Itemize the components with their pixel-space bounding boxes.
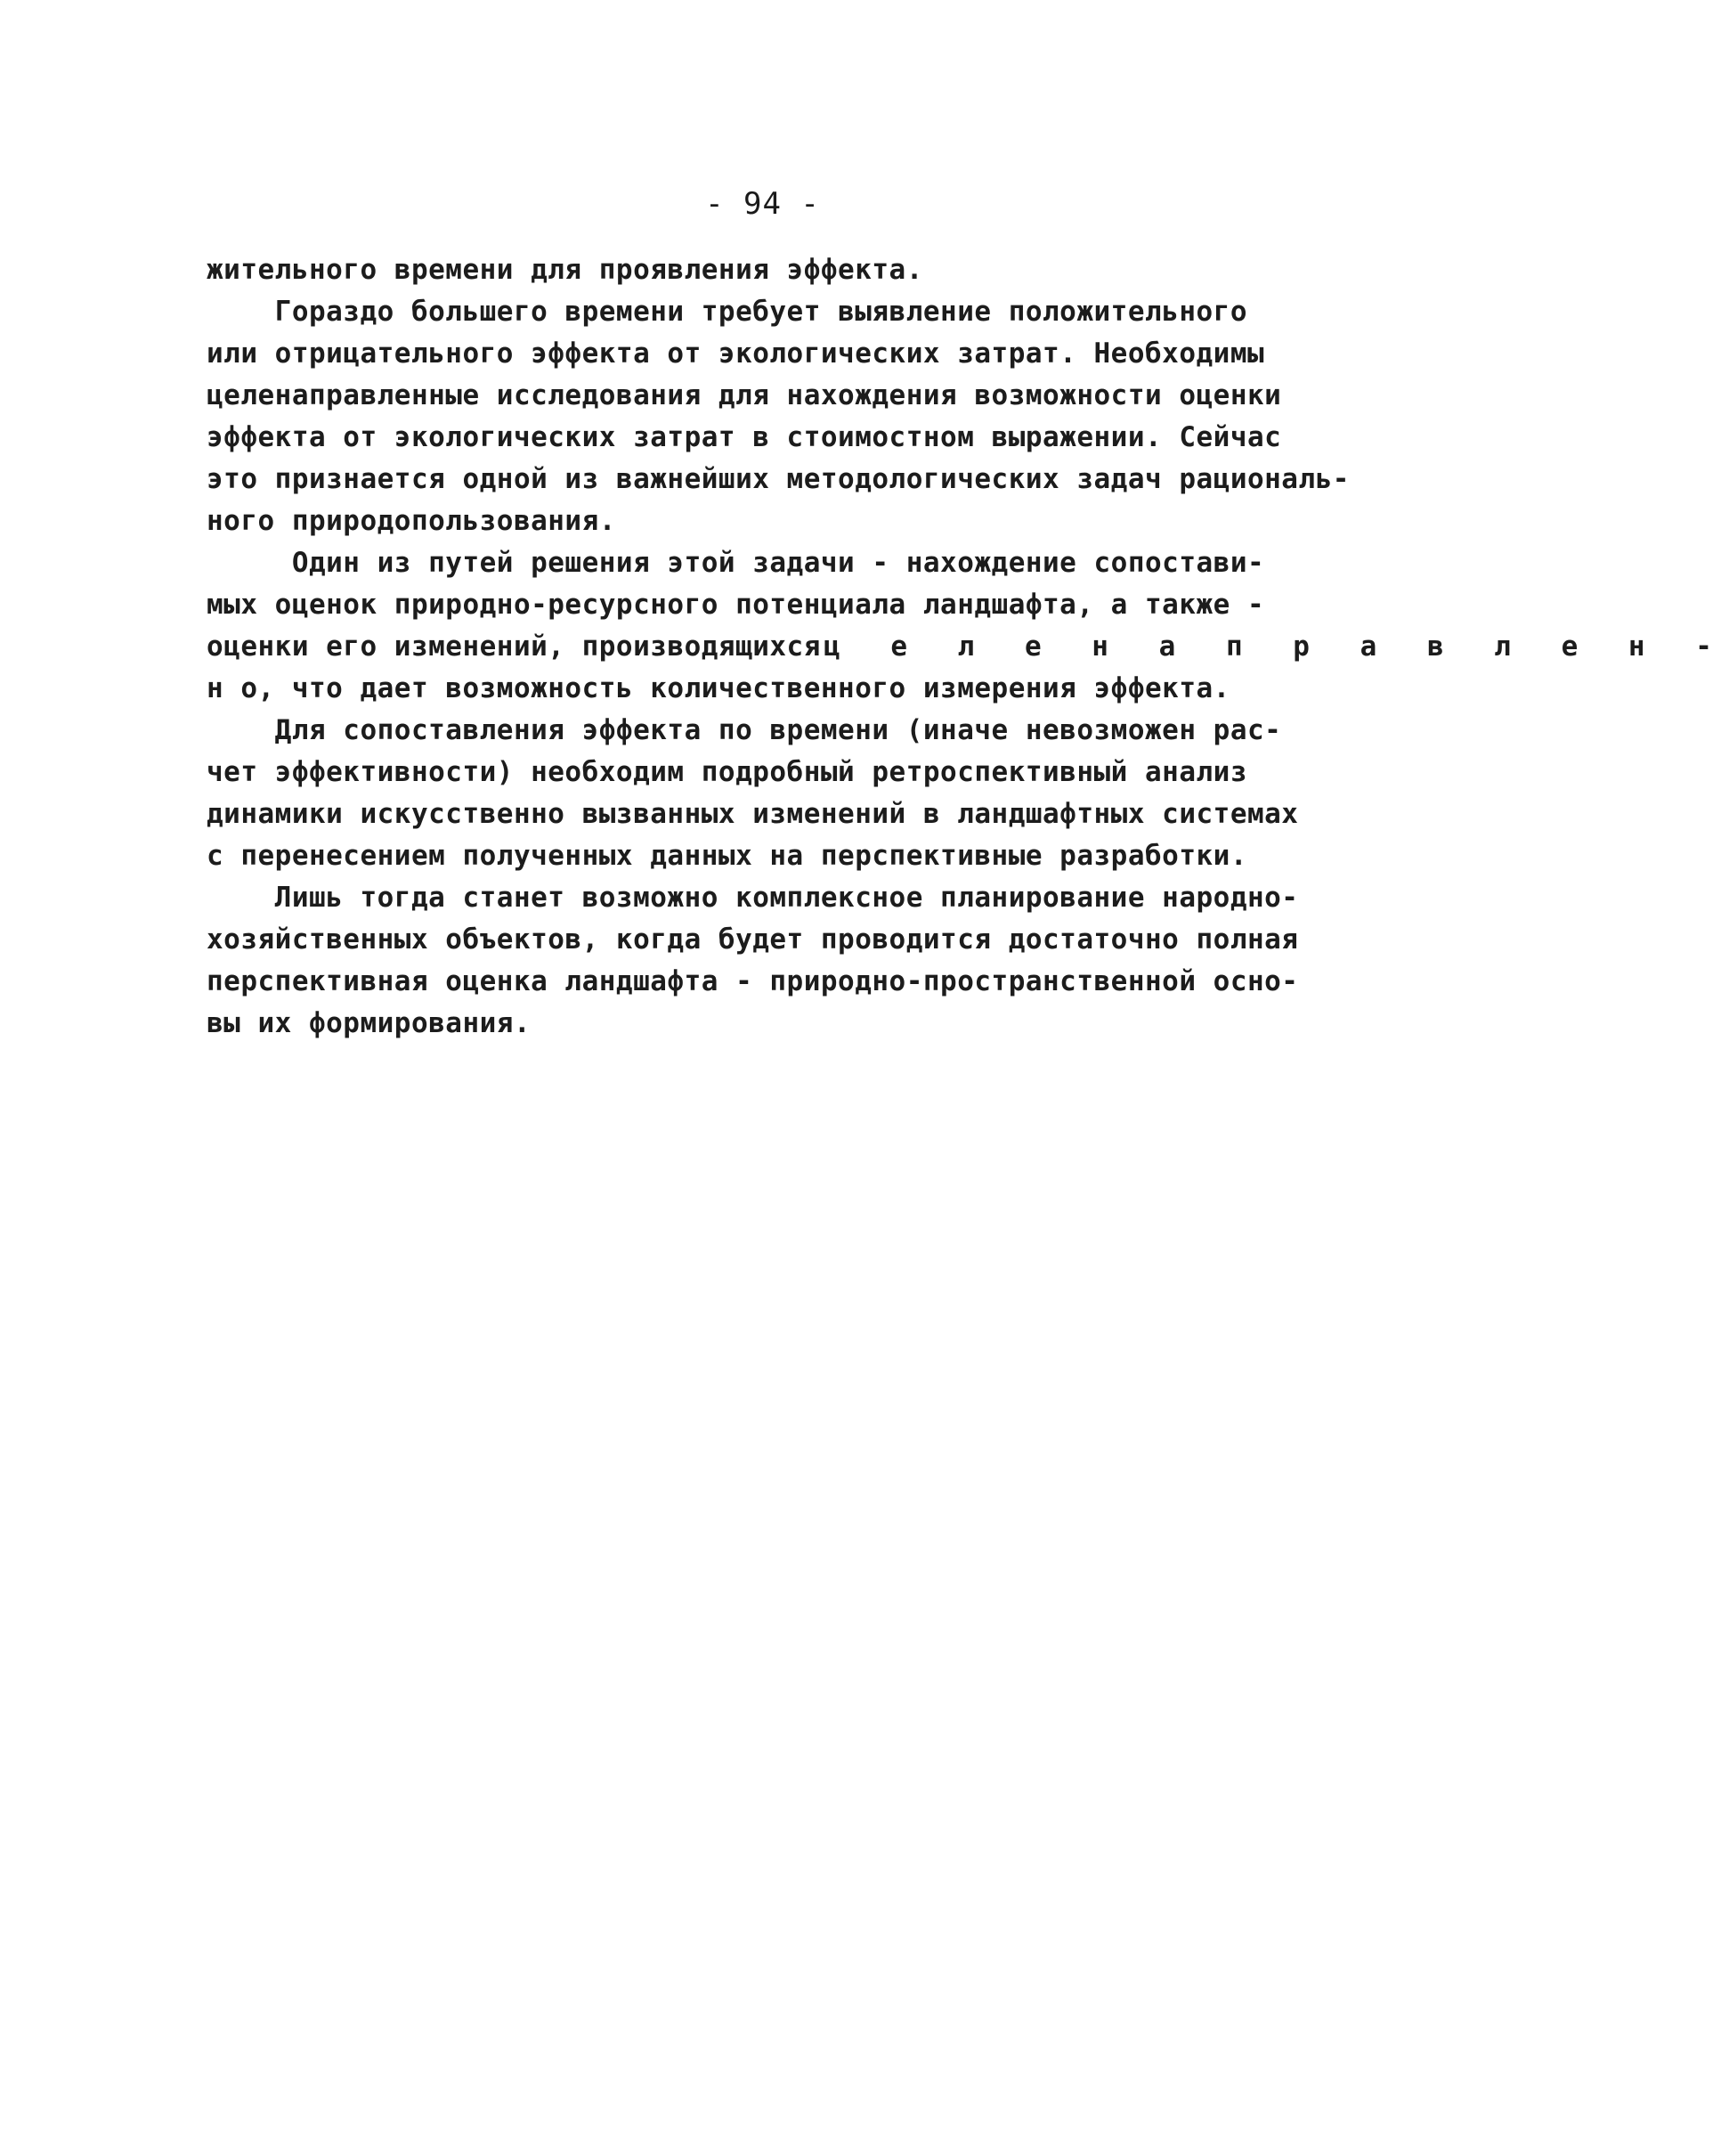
spaced-word: ц е л е н а п р а в л е н - xyxy=(824,631,1729,663)
text-line-13: чет эффективности) необходим подробный ретроспективный анализ xyxy=(207,756,1247,788)
text-line-15: с перенесением полученных данных на перспективные разработки. xyxy=(207,840,1247,872)
text-line-5: эффекта от экологических затрат в стоимостном выражении. Сейчас xyxy=(207,421,1282,453)
text-line-7: ного природопользования. xyxy=(207,505,616,537)
text-line-17: хозяйственных объектов, когда будет проводится достаточно полная xyxy=(207,923,1299,956)
text-line-1: жительного времени для проявления эффекта. xyxy=(207,254,923,286)
text-line-2: Гораздо большего времени требует выявление положительного xyxy=(207,296,1247,328)
text-line-4: целенаправленные исследования для нахождения возможности оценки xyxy=(207,379,1282,411)
text-line-16: Лишь тогда станет возможно комплексное планирование народно- xyxy=(207,882,1299,914)
text-line-10: оценки его изменений, производящихся xyxy=(207,631,821,663)
text-line-9: мых оценок природно-ресурсного потенциала ландшафта, а также - xyxy=(207,589,1265,621)
text-line-19: вы их формирования. xyxy=(207,1007,532,1039)
text-line-14: динамики искусственно вызванных изменений в ландшафтных системах xyxy=(207,798,1299,830)
text-line-18: перспективная оценка ландшафта - природно-пространственной осно- xyxy=(207,965,1299,997)
text-line-8: Один из путей решения этой задачи - нахождение сопостави- xyxy=(207,547,1265,579)
text-line-11: н о, что дает возможность количественного измерения эффекта. xyxy=(207,672,1230,704)
page-number: - 94 - xyxy=(705,186,820,222)
text-line-3: или отрицательного эффекта от экологических затрат. Необходимы xyxy=(207,338,1265,370)
text-line-12: Для сопоставления эффекта по времени (иначе невозможен рас- xyxy=(207,714,1282,746)
text-line-6: это признается одной из важнейших методологических задач рациональ- xyxy=(207,463,1350,495)
